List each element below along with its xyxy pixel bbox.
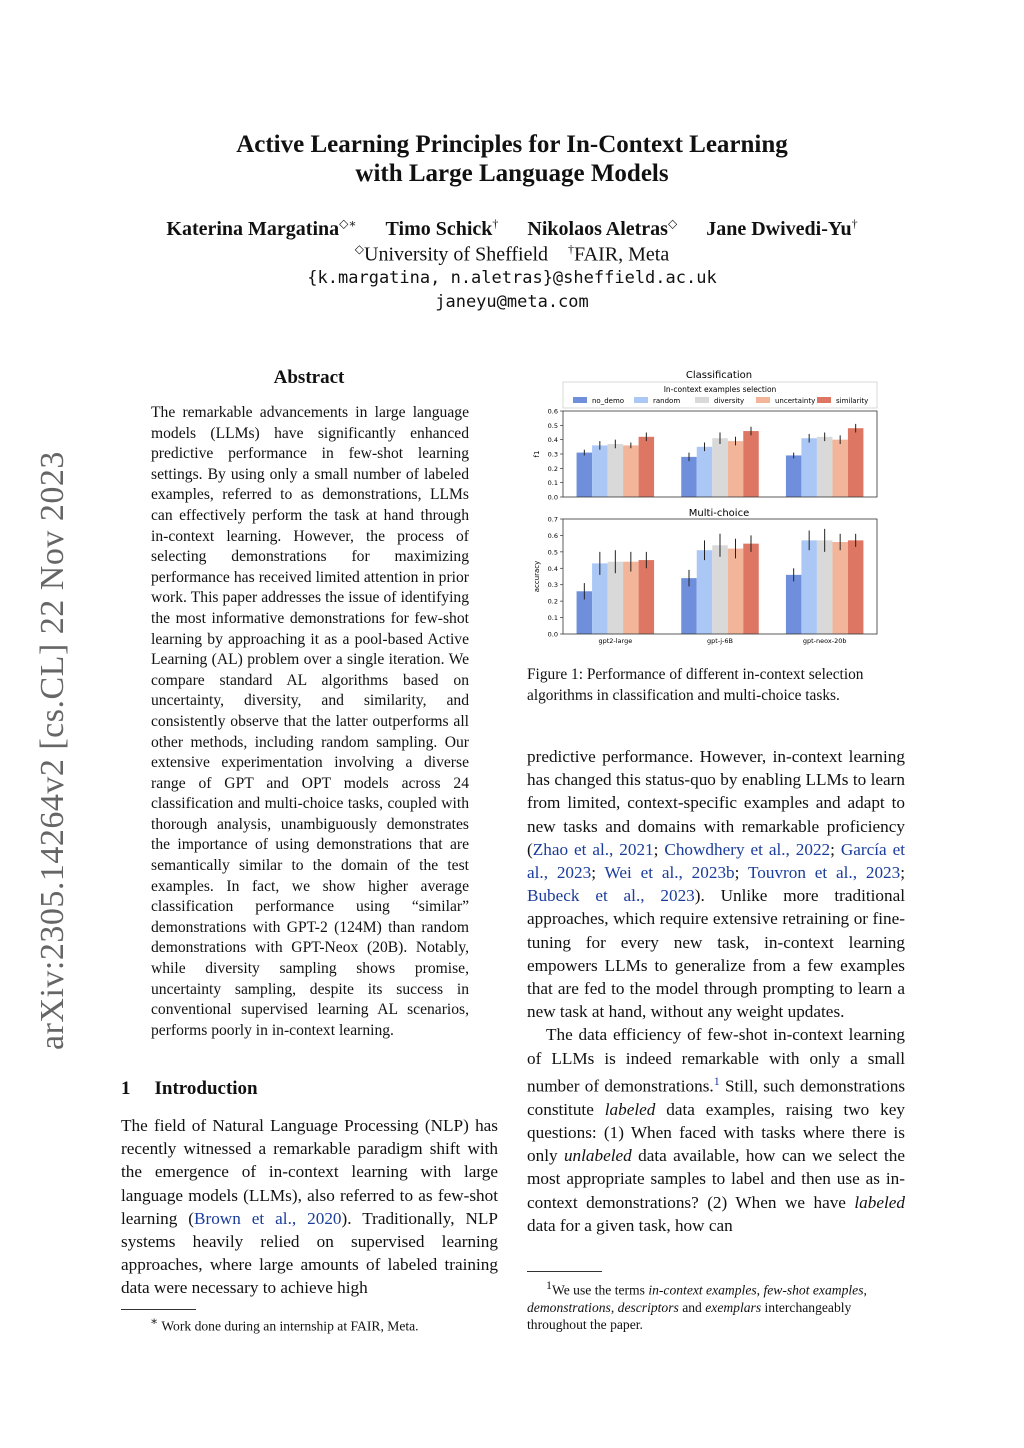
bar	[639, 437, 655, 497]
author-list	[0, 216, 1024, 241]
y-tick-label: 0.4	[547, 564, 558, 573]
author: Nikolaos Aletras◇	[527, 216, 678, 240]
paper-title	[0, 130, 1024, 188]
legend-swatch	[817, 397, 831, 403]
legend-swatch	[634, 397, 648, 403]
legend-swatch	[695, 397, 709, 403]
title-line-1: Active Learning Principles for In-Context Learning	[236, 131, 788, 158]
y-tick-label: 0.3	[547, 450, 558, 459]
bar	[681, 457, 697, 497]
figure-caption: Figure 1: Performance of different in-context selection algorithms in classification and multi-choice tasks.	[527, 666, 864, 704]
y-tick-label: 0.1	[547, 479, 558, 488]
bar	[832, 440, 848, 497]
citation-link[interactable]: Zhao et al., 2021	[532, 839, 654, 859]
bar	[608, 444, 624, 497]
y-tick-label: 0.5	[547, 421, 558, 430]
y-axis-label: accuracy	[533, 560, 541, 593]
intro-paragraph: The field of Natural Language Processing (NLP) has recently witnessed a remarkable paradigm shift with the emergence of in-context learning with large language models (LLMs), also referred to as few-shot learning (Brown et al., 2020). Traditionally, NLP systems heavily relied on supervised learning approaches, where large amounts of labeled training data were necessary to achieve high	[121, 1116, 498, 1298]
bar	[728, 441, 744, 497]
footnote-rule	[121, 1309, 196, 1310]
paragraph: predictive performance. However, in-context learning has changed this status-quo by enabling LLMs to learn from limited, context-specific examples and adapt to new tasks and domains with remarkable proficiency (Zhao et al., 2021; Chowdhery et al., 2022; García et al., 2023; Wei et al., 2023b; Touvron et al., 2023; Bubeck et al., 2023). Unlike more traditional approaches, which require extensive retraining or fine-tuning for every new task, in-context learning empowers LLMs to generalize from a few examples that are fed to the model through prompting to learn a new task at hand, without any weight updates.	[527, 747, 906, 1022]
bar	[832, 542, 848, 634]
chart-title-multichoice: Multi-choice	[688, 508, 750, 519]
bar	[786, 455, 802, 497]
x-tick-label: gpt-neox-20b	[802, 637, 847, 645]
legend-label: no_demo	[592, 397, 625, 405]
y-tick-label: 0.2	[547, 464, 558, 473]
y-tick-label: 0.3	[547, 581, 558, 590]
legend-label: diversity	[714, 397, 745, 405]
legend-label: uncertainty	[775, 397, 816, 405]
bar	[712, 438, 728, 497]
bar	[697, 447, 713, 497]
bar	[681, 578, 697, 634]
bar	[743, 431, 759, 497]
arxiv-identifier: arXiv:2305.14264v2 [cs.CL] 22 Nov 2023	[34, 451, 71, 1050]
bar	[592, 445, 608, 497]
footnote-right: $^1$We use the terms in-context examples, few-shot examples, demonstrations, descriptors and exemplars interchangeably throughout the paper.	[527, 1278, 867, 1332]
y-tick-label: 0.0	[547, 630, 558, 639]
bar	[848, 540, 864, 634]
y-tick-label: 0.0	[547, 493, 558, 502]
bar	[623, 562, 639, 634]
bar	[786, 575, 802, 634]
bar	[623, 445, 639, 497]
figure-chart	[527, 366, 905, 656]
y-tick-label: 0.6	[547, 531, 558, 540]
y-tick-label: 0.7	[547, 515, 558, 524]
citation-link[interactable]: Wei et al., 2023b	[604, 863, 735, 883]
author: Timo Schick†	[385, 216, 499, 240]
bar	[801, 540, 817, 634]
bar	[728, 549, 744, 634]
y-tick-label: 0.5	[547, 548, 558, 557]
right-column	[527, 745, 905, 1237]
footnote-rule	[527, 1271, 602, 1272]
citation-link[interactable]: Chowdhery et al., 2022	[664, 839, 831, 859]
citation-link[interactable]: Bubeck et al., 2023	[527, 886, 695, 906]
y-tick-label: 0.2	[547, 597, 558, 606]
bar	[817, 437, 833, 497]
chart-title-classification: Classification	[685, 370, 753, 381]
citation-link[interactable]: Touvron et al., 2023	[747, 863, 901, 883]
affiliations: ◇University of Sheffield †FAIR, Meta	[354, 242, 670, 266]
legend-swatch	[756, 397, 770, 403]
bar	[577, 453, 593, 497]
x-tick-label: gpt-j-6B	[707, 637, 733, 645]
legend-label: random	[653, 397, 681, 405]
paragraph: The data efficiency of few-shot in-context learning of LLMs is indeed remarkable with only a small number of demonstrations.$^1$ Still, such demonstrations constitute labeled data examples, raising two key questions: (1) When faced with tasks where there is only unlabeled data available, how can we select the most appropriate samples to label and then use as in-context demonstrations? (2) When we have labeled data for a given task, how can	[527, 1025, 906, 1235]
author: Katerina Margatina◇∗	[166, 216, 357, 240]
bar	[743, 544, 759, 634]
author: Jane Dwivedi-Yu†	[706, 216, 858, 240]
bar	[639, 560, 655, 634]
bar	[801, 438, 817, 497]
chart-panel	[533, 408, 877, 502]
footnote-left: ∗ Work done during an internship at FAIR, Meta.	[150, 1314, 419, 1334]
citation-link[interactable]: Brown et al., 2020	[194, 1208, 342, 1228]
legend-title: In-context examples selection	[663, 385, 777, 394]
bar	[848, 428, 864, 497]
x-tick-label: gpt2-large	[598, 637, 633, 645]
legend-swatch	[573, 397, 587, 403]
citation-link[interactable]: García et al., 2023	[527, 839, 905, 883]
title-line-2: with Large Language Models	[355, 160, 669, 187]
abstract-heading: Abstract	[273, 367, 345, 388]
bar	[697, 550, 713, 634]
chart-panel	[533, 516, 877, 646]
y-tick-label: 0.4	[547, 436, 558, 445]
y-tick-label: 0.6	[547, 407, 558, 416]
y-axis-label: f1	[533, 450, 541, 458]
footnote-ref[interactable]: 1	[713, 1073, 720, 1088]
bar	[817, 540, 833, 634]
bar	[712, 545, 728, 634]
chart-legend	[563, 382, 877, 408]
section-heading: 1 Introduction	[121, 1078, 258, 1099]
abstract-text: The remarkable advancements in large language models (LLMs) have significantly enhanced predictive performance in few-shot learning settings. By using only a small number of labeled examples, referred to as demonstrations, LLMs can effectively perform the task at hand through in-context learning. However, the process of selecting demonstrations for maximizing performance has received limited attention in prior work. This paper addresses the issue of identifying the most informative demonstrations for few-shot learning by approaching it as a pool-based Active Learning (AL) problem over a single iteration. We compare standard AL algorithms based on uncertainty, diversity, and similarity, and consistently observe that the latter outperforms all other methods, including random sampling. Our extensive experimentation involving a diverse range of GPT and OPT models across 24 classification and multi-choice tasks, coupled with thorough analysis, unambiguously demonstrates the importance of using demonstrations that are semantically similar to the domain of the test examples. In fact, we show higher average classification performance using “similar” demonstrations with GPT-2 (124M) than random demonstrations with GPT-Neox (20B). Notably, while diversity sampling shows promise, uncertainty sampling, despite its success in conventional supervised learning AL scenarios, performs poorly in in-context learning.	[151, 404, 469, 1039]
legend-label: similarity	[836, 397, 869, 405]
email-line-1: {k.margatina, n.aletras}@sheffield.ac.uk	[307, 268, 717, 288]
email-line-2: janeyu@meta.com	[435, 292, 589, 312]
y-tick-label: 0.1	[547, 614, 558, 623]
